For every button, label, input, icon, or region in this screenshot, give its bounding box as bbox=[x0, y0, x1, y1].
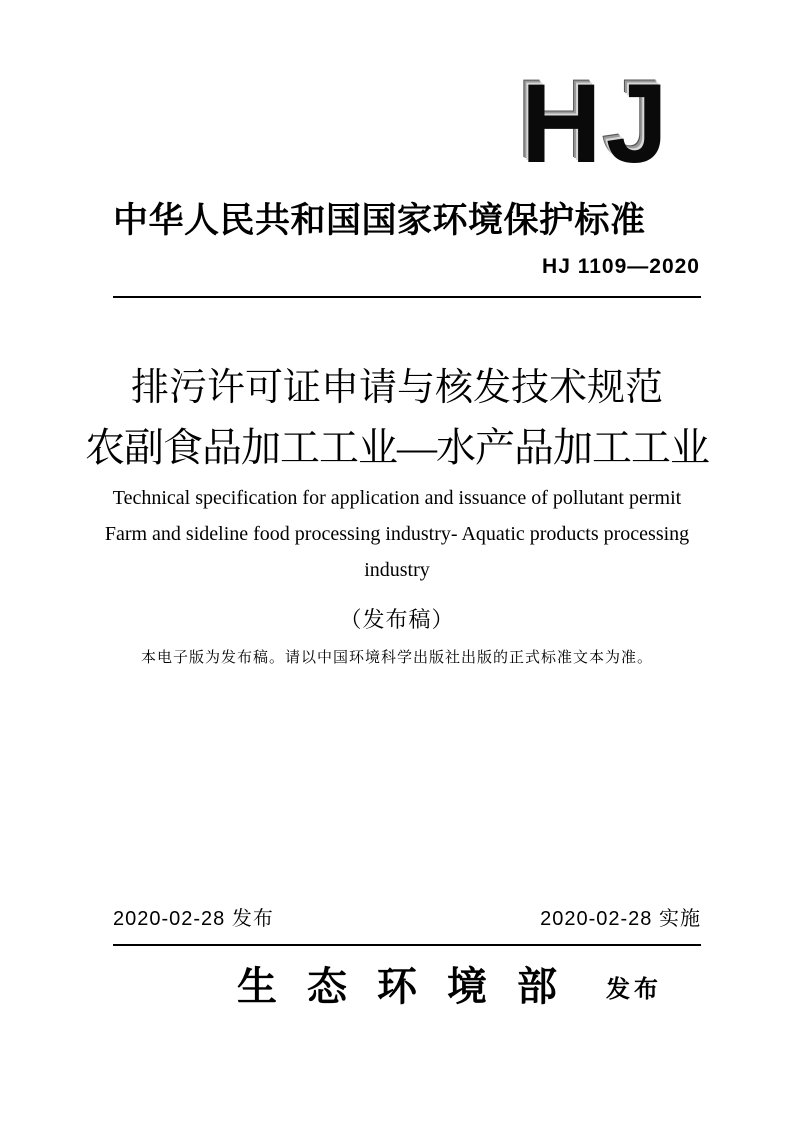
issue-date: 2020-02-28 发布 bbox=[113, 908, 274, 930]
title-english-line1: Technical specification for application and issuance of pollutant permit bbox=[112, 487, 682, 509]
standard-number: HJ 1109—2020 bbox=[542, 255, 700, 278]
publish-label: 发布 bbox=[606, 976, 662, 1003]
issuer-row bbox=[0, 955, 794, 1015]
title-english-line2: Farm and sideline food processing industry- Aquatic products processing bbox=[104, 523, 690, 545]
draft-version-label: （发布稿） bbox=[339, 607, 455, 632]
implement-date: 2020-02-28 实施 bbox=[540, 908, 701, 930]
title-chinese-line1: 排污许可证申请与核发技术规范 bbox=[130, 367, 663, 409]
header-title: 中华人民共和国国家环境保护标准 bbox=[113, 201, 646, 240]
title-chinese-line2: 农副食品加工工业—水产品加工工业 bbox=[85, 425, 709, 470]
title-english-line3: industry bbox=[364, 559, 430, 581]
issuer-name: 生态环境部 bbox=[237, 965, 587, 1009]
date-row bbox=[113, 902, 701, 931]
title-english bbox=[0, 480, 794, 588]
draft-version-note: 本电子版为发布稿。请以中国环境科学出版社出版的正式标准文本为准。 bbox=[140, 649, 653, 666]
top-divider bbox=[113, 296, 701, 298]
hj-logo: HJ bbox=[520, 61, 672, 186]
bottom-divider bbox=[113, 944, 701, 946]
